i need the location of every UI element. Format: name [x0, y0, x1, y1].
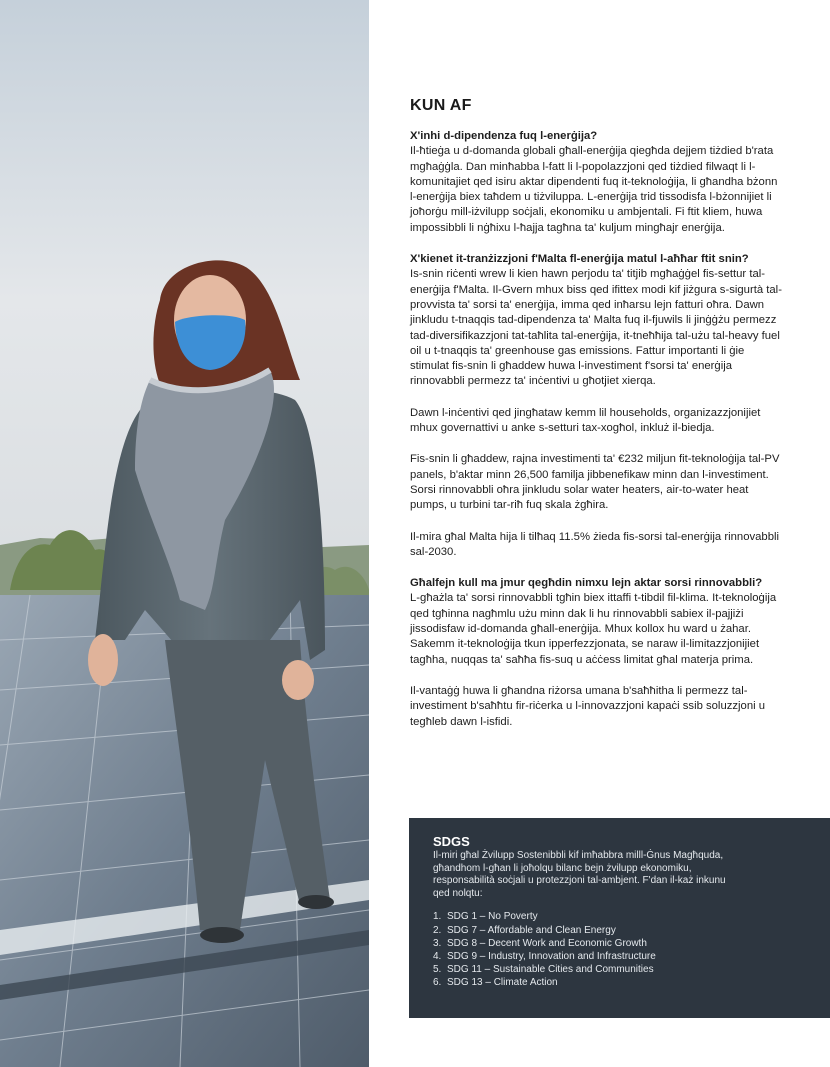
- section-body: Il-mira għal Malta hija li tilħaq 11.5% żieda fis-sorsi tal-enerġija rinnovabbli sal-2030.: [410, 530, 779, 558]
- section-body: Dawn l-inċentivi qed jingħataw kemm lil households, organizazzjonijiet mhux governattivi u anke s-setturi tax-xogħol, inkluż il-biedja.: [410, 406, 761, 435]
- list-item: 2. SDG 7 – Affordable and Clean Energy: [433, 924, 616, 936]
- list-item: 5. SDG 11 – Sustainable Cities and Communities: [433, 964, 654, 976]
- article-section-dependence: [410, 129, 782, 236]
- article-section-incentives: [410, 406, 782, 437]
- sdgs-intro: Il-miri għal Żvilupp Sostenibbli kif imħabbra milll-Ġnus Magħquda, għandhom l-għan li joħolqu bilanc bejn żvilupp ekonomiku, responsabilità soċjali u protezzjoni tal-ambjent. F'dan il-każ inkunu qed nolqtu:: [433, 850, 726, 899]
- article-section-advantage: [410, 684, 782, 730]
- section-body: Is-snin riċenti wrew li kien hawn perjodu ta' titjib mgħaġġel fis-settur tal-enerġija f'Malta. Il-Gvern mhux biss qed ifittex modi kif jiżgura s-sigurtà tal-provvista ta' sorsi ta' enerġija, imma qed inħarsu lejn fatturi oħra. Dawn jinkludu t-tnaqqis tad-dipendenza ta' Malta fuq il-fjuwils li jinġġżu permezz tad-diversifikazzjoni tat-taħlita tal-enerġija, it-tneħħija tal-użu tal-heavy fuel oil u t-tnaqqis ta' greenhouse gas emissions. Fattur importanti li ġie stimulat fis-snin li għaddew huwa l-investiment f'sorsi ta' enerġija rinnovabbli permezz ta' inċentivi u għotjiet xierqa.: [410, 268, 782, 388]
- section-body: Il-ħtieġa u d-domanda globali għall-enerġija qiegħda dejjem tiżdied b'rata mgħaġġla. Dan minħabba l-fatt li l-popolazzjoni qed tiżdied filwaqt li l-komunitajiet qed isiru aktar dipendenti fuq it-teknoloġija, li għandha bżonn l-enerġija biex taħdem u tiżviluppa. L-enerġija trid tissodisfa l-bżonnijiet li joħorġu mill-iżvilupp soċjali, ekonomiku u ambjentali. Fi ftit kliem, huwa impossibbli li nġħixu l-ħajja tagħna ta' kuljum mingħajr enerġija.: [410, 145, 778, 234]
- section-question: X'kienet it-tranżizzjoni f'Malta fl-enerġija matul l-aħħar ftit snin?: [410, 253, 749, 266]
- article: [410, 97, 782, 746]
- solar-panels-illustration: [0, 0, 369, 1067]
- section-question: Għalfejn kull ma jmur qegħdin nimxu lejn aktar sorsi rinnovabbli?: [410, 577, 763, 590]
- article-section-investment: [410, 452, 782, 513]
- list-item: 3. SDG 8 – Decent Work and Economic Growth: [433, 937, 647, 949]
- list-item: 1. SDG 1 – No Poverty: [433, 911, 538, 923]
- section-question: X'inhi d-dipendenza fuq l-enerġija?: [410, 130, 598, 142]
- sdgs-list: [433, 910, 806, 989]
- hero-photo: [0, 0, 369, 1067]
- page-title: KUN AF: [410, 97, 472, 114]
- section-body: Il-vantaġġ huwa li għandna riżorsa umana b'saħħitha li permezz tal-investiment b'saħħtu fir-riċerka u l-innovazzjoni kapaċi ssib soluzzjoni u tegħleb dawn l-isfidi.: [410, 684, 766, 728]
- article-section-target: [410, 530, 782, 561]
- list-item: 4. SDG 9 – Industry, Innovation and Infrastructure: [433, 950, 656, 962]
- list-item: 6. SDG 13 – Climate Action: [433, 977, 558, 989]
- article-section-transition: [410, 252, 782, 390]
- sdgs-title: SDGS: [433, 834, 470, 849]
- article-section-renewables: [410, 576, 782, 668]
- section-body: L-għażla ta' sorsi rinnovabbli tgħin biex ittaffi t-tibdil fil-klima. It-teknoloġija qed tgħinna nagħmlu użu minn dak li hu rinnovabbli sabiex il-pajjiżi jissodisfaw id-domanda għall-enerġija. Mhux kollox hu ward u żahar. Sakemm it-teknoloġija tkun ipperfezzjonata, se naraw il-limitazzjonijiet tagħha, nuqqas ta' saħħa fis-suq u aċċess limitat għal materja prima.: [410, 592, 777, 666]
- sdgs-box: [409, 818, 830, 1018]
- section-body: Fis-snin li għaddew, rajna investimenti ta' €232 miljun fit-teknoloġija tal-PV panels, b'aktar minn 26,500 familja jibbenefikaw minn dan l-investiment. Sorsi rinnovabbli oħra jinkludu solar water heaters, air-to-water heat pumps, u turbini tar-riħ fuq skala żgħira.: [410, 453, 780, 512]
